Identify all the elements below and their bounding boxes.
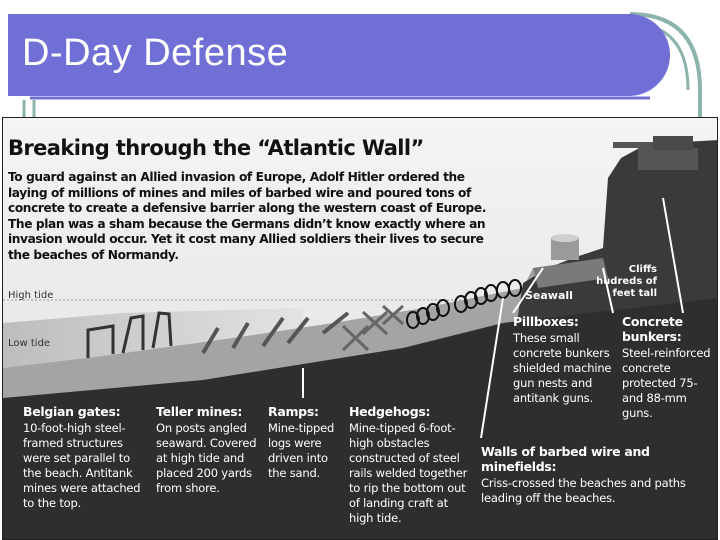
caption-text: 10-foot-high steel-framed structures were set parallel to the beach. Antitank mines were attached to the top.	[23, 421, 141, 510]
caption-belgian-gates	[23, 404, 151, 511]
caption-title: Ramps:	[268, 404, 319, 419]
caption-title: Concrete bunkers:	[622, 314, 683, 344]
caption-concrete-bunkers	[622, 314, 716, 421]
caption-title: Hedgehogs:	[349, 404, 431, 419]
low-tide-label: Low tide	[8, 338, 51, 349]
caption-title: Walls of barbed wire and minefields:	[481, 444, 650, 474]
caption-teller-mines	[156, 404, 262, 496]
caption-text: Mine-tipped logs were driven into the sand.	[268, 421, 335, 480]
caption-title: Pillboxes:	[513, 314, 579, 329]
caption-text: Steel-reinforced concrete protected 75- and 88-mm guns.	[622, 346, 711, 420]
caption-text: Mine-tipped 6-foot-high obstacles constructed of steel rails welded together to rip the bottom out of landing craft at high tide.	[349, 421, 468, 525]
high-tide-label: High tide	[8, 290, 54, 301]
atlantic-wall-illustration	[2, 117, 718, 540]
caption-text: On posts angled seaward. Covered at high tide and placed 200 yards from shore.	[156, 421, 257, 495]
caption-barbed-wire	[481, 444, 713, 506]
caption-text: Criss-crossed the beaches and paths leading off the beaches.	[481, 476, 686, 505]
caption-title: Teller mines:	[156, 404, 243, 419]
caption-hedgehogs	[349, 404, 473, 526]
caption-ramps	[268, 404, 344, 481]
caption-pillboxes	[513, 314, 615, 406]
illustration-intro: To guard against an Allied invasion of Europe, Adolf Hitler ordered the laying of millions of mines and miles of barbed wire and poured tons of concrete to create a defensive barrier along the western coast of Europe. The plan was a sham because the Germans didn’t know exactly where an invasion would occur. Yet it cost many Allied soldiers their lives to secure the beaches of Normandy.	[8, 170, 486, 262]
caption-title: Belgian gates:	[23, 404, 121, 419]
caption-text: These small concrete bunkers shielded machine gun nests and antitank guns.	[513, 331, 612, 405]
illustration-headline: Breaking through the “Atlantic Wall”	[8, 136, 424, 160]
seawall-label: Seawall	[525, 289, 573, 302]
slide-title: D-Day Defense	[22, 32, 289, 74]
cliffs-label: Cliffs hudreds of feet tall	[596, 264, 657, 299]
